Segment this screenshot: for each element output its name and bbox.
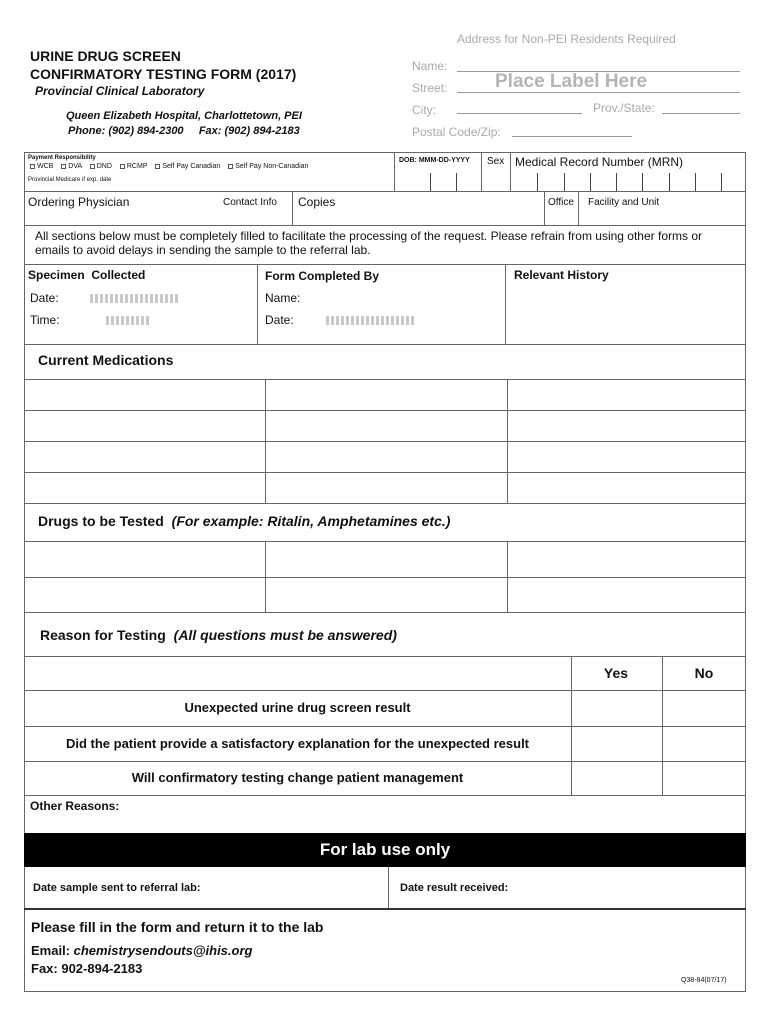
divider bbox=[24, 612, 746, 613]
no-answer-cell-2[interactable] bbox=[663, 727, 745, 760]
dva-checkbox[interactable] bbox=[61, 164, 66, 169]
divider bbox=[481, 152, 482, 192]
address-prov-label: Prov./State: bbox=[593, 101, 655, 115]
mrn-tick bbox=[642, 173, 643, 191]
reason-heading-row bbox=[40, 627, 397, 643]
address-name-label: Name: bbox=[412, 59, 448, 73]
yes-answer-cell-2[interactable] bbox=[572, 727, 661, 760]
place-label-here: Place Label Here bbox=[495, 71, 648, 92]
divider bbox=[24, 795, 746, 796]
date-sent-label: Date sample sent to referral lab: bbox=[33, 882, 201, 894]
divider bbox=[388, 867, 389, 908]
self-pay-canadian-label: Self Pay Canadian bbox=[162, 163, 221, 170]
office-label: Office bbox=[548, 197, 574, 208]
email-label: Email: bbox=[31, 943, 71, 958]
relevant-history-label: Relevant History bbox=[514, 268, 609, 282]
current-medications-heading: Current Medications bbox=[38, 352, 174, 368]
divider bbox=[24, 191, 746, 192]
redacted-time bbox=[106, 316, 150, 325]
drugs-to-be-tested-heading: Drugs to be Tested bbox=[38, 513, 164, 529]
divider bbox=[24, 656, 746, 657]
mrn-tick bbox=[695, 173, 696, 191]
divider bbox=[510, 152, 511, 192]
divider bbox=[24, 441, 746, 442]
divider bbox=[24, 541, 746, 542]
hospital-name: Queen Elizabeth Hospital, Charlottetown, PEI bbox=[66, 110, 302, 122]
form-title-line2: CONFIRMATORY TESTING FORM (2017) bbox=[30, 66, 297, 82]
dob-label: DOB: MMM-DD-YYYY bbox=[399, 157, 470, 164]
no-answer-cell-1[interactable] bbox=[663, 691, 745, 725]
mrn-label: Medical Record Number (MRN) bbox=[515, 155, 684, 169]
return-instruction: Please fill in the form and return it to the lab bbox=[31, 919, 324, 935]
facility-unit-label: Facility and Unit bbox=[588, 197, 660, 208]
address-prov-line[interactable] bbox=[662, 102, 740, 114]
other-reasons-label: Other Reasons: bbox=[30, 799, 120, 813]
divider bbox=[505, 264, 506, 344]
address-postal-label: Postal Code/Zip: bbox=[412, 125, 501, 139]
specimen-date-label: Date: bbox=[30, 291, 59, 305]
redacted-date bbox=[326, 316, 414, 325]
self-pay-non-canadian-label: Self Pay Non-Canadian bbox=[235, 163, 309, 170]
yes-column-header: Yes bbox=[603, 665, 629, 681]
divider bbox=[292, 191, 293, 226]
yes-answer-cell-3[interactable] bbox=[572, 762, 661, 794]
dob-tick bbox=[430, 173, 431, 191]
lab-use-banner: For lab use only bbox=[24, 833, 746, 867]
email-row bbox=[31, 943, 252, 958]
date-result-label: Date result received: bbox=[400, 882, 509, 894]
wcb-checkbox[interactable] bbox=[30, 164, 35, 169]
divider bbox=[24, 264, 746, 265]
divider bbox=[24, 225, 746, 226]
no-column-header: No bbox=[694, 665, 714, 681]
payment-title: Payment Responsibility bbox=[28, 155, 96, 161]
divider bbox=[24, 410, 746, 411]
reason-for-testing-heading: Reason for Testing bbox=[40, 627, 166, 643]
divider bbox=[265, 379, 266, 503]
divider bbox=[578, 191, 579, 226]
divider bbox=[257, 264, 258, 344]
dnd-label: DND bbox=[96, 163, 112, 170]
address-heading: Address for Non-PEI Residents Required bbox=[457, 32, 676, 46]
copies-label: Copies bbox=[298, 195, 336, 209]
divider bbox=[24, 344, 746, 345]
self-pay-non-canadian-checkbox[interactable] bbox=[228, 164, 233, 169]
contact-info-label: Contact Info bbox=[223, 197, 277, 208]
mrn-tick bbox=[669, 173, 670, 191]
divider bbox=[544, 191, 545, 226]
form-completed-by-label: Form Completed By bbox=[265, 269, 380, 283]
ordering-physician-label: Ordering Physician bbox=[28, 195, 130, 209]
sex-label: Sex bbox=[487, 156, 505, 167]
rcmp-label: RCMP bbox=[126, 163, 148, 170]
address-city-label: City: bbox=[412, 103, 436, 117]
phone-fax: Phone: (902) 894-2300 Fax: (902) 894-2183 bbox=[68, 125, 300, 137]
divider bbox=[507, 379, 508, 503]
divider bbox=[265, 541, 266, 612]
dnd-checkbox[interactable] bbox=[90, 164, 95, 169]
dob-tick bbox=[456, 173, 457, 191]
divider bbox=[394, 152, 395, 192]
completed-name-label: Name: bbox=[265, 291, 301, 305]
mrn-tick bbox=[721, 173, 722, 191]
reason-note: (All questions must be answered) bbox=[173, 627, 397, 643]
question-satisfactory-explanation: Did the patient provide a satisfactory explanation for the unexpected result bbox=[65, 736, 530, 751]
divider bbox=[24, 472, 746, 473]
address-city-line[interactable] bbox=[457, 102, 582, 114]
address-postal-line[interactable] bbox=[512, 125, 632, 137]
question-change-management: Will confirmatory testing change patient management bbox=[131, 770, 464, 785]
form-code: Q38-84(07/17) bbox=[681, 977, 727, 984]
yes-answer-cell-1[interactable] bbox=[572, 691, 661, 725]
medicare-note: Provincial Medicare if exp. date bbox=[28, 177, 112, 183]
dva-label: DVA bbox=[68, 163, 82, 170]
divider bbox=[507, 541, 508, 612]
mrn-tick bbox=[590, 173, 591, 191]
specimen-collected-label: Specimen Collected bbox=[28, 268, 146, 282]
address-street-label: Street: bbox=[412, 81, 448, 95]
mrn-tick bbox=[616, 173, 617, 191]
instructions-text: All sections below must be completely filled to facilitate the processing of the request. Please refrain from using other forms or emails to avoid delays in sending the sample to the referral lab. bbox=[35, 229, 702, 257]
self-pay-canadian-checkbox[interactable] bbox=[155, 164, 160, 169]
no-answer-cell-3[interactable] bbox=[663, 762, 745, 794]
drugs-heading-row bbox=[38, 513, 450, 529]
divider bbox=[24, 379, 746, 380]
mrn-tick bbox=[564, 173, 565, 191]
payment-options bbox=[24, 163, 308, 170]
lab-subtitle: Provincial Clinical Laboratory bbox=[35, 84, 205, 98]
fax-number: Fax: 902-894-2183 bbox=[31, 961, 143, 976]
rcmp-checkbox[interactable] bbox=[120, 164, 125, 169]
question-unexpected-result: Unexpected urine drug screen result bbox=[184, 700, 411, 715]
divider bbox=[24, 577, 746, 578]
drugs-example-note: (For example: Ritalin, Amphetamines etc.) bbox=[171, 513, 451, 529]
specimen-time-label: Time: bbox=[30, 313, 60, 327]
redacted-date bbox=[90, 294, 180, 303]
email-address[interactable]: chemistrysendouts@ihis.org bbox=[73, 943, 253, 958]
divider bbox=[24, 503, 746, 504]
mrn-tick bbox=[537, 173, 538, 191]
wcb-label: WCB bbox=[37, 163, 54, 170]
form-title-line1: URINE DRUG SCREEN bbox=[30, 48, 181, 64]
divider bbox=[24, 908, 746, 910]
completed-date-label: Date: bbox=[265, 313, 294, 327]
